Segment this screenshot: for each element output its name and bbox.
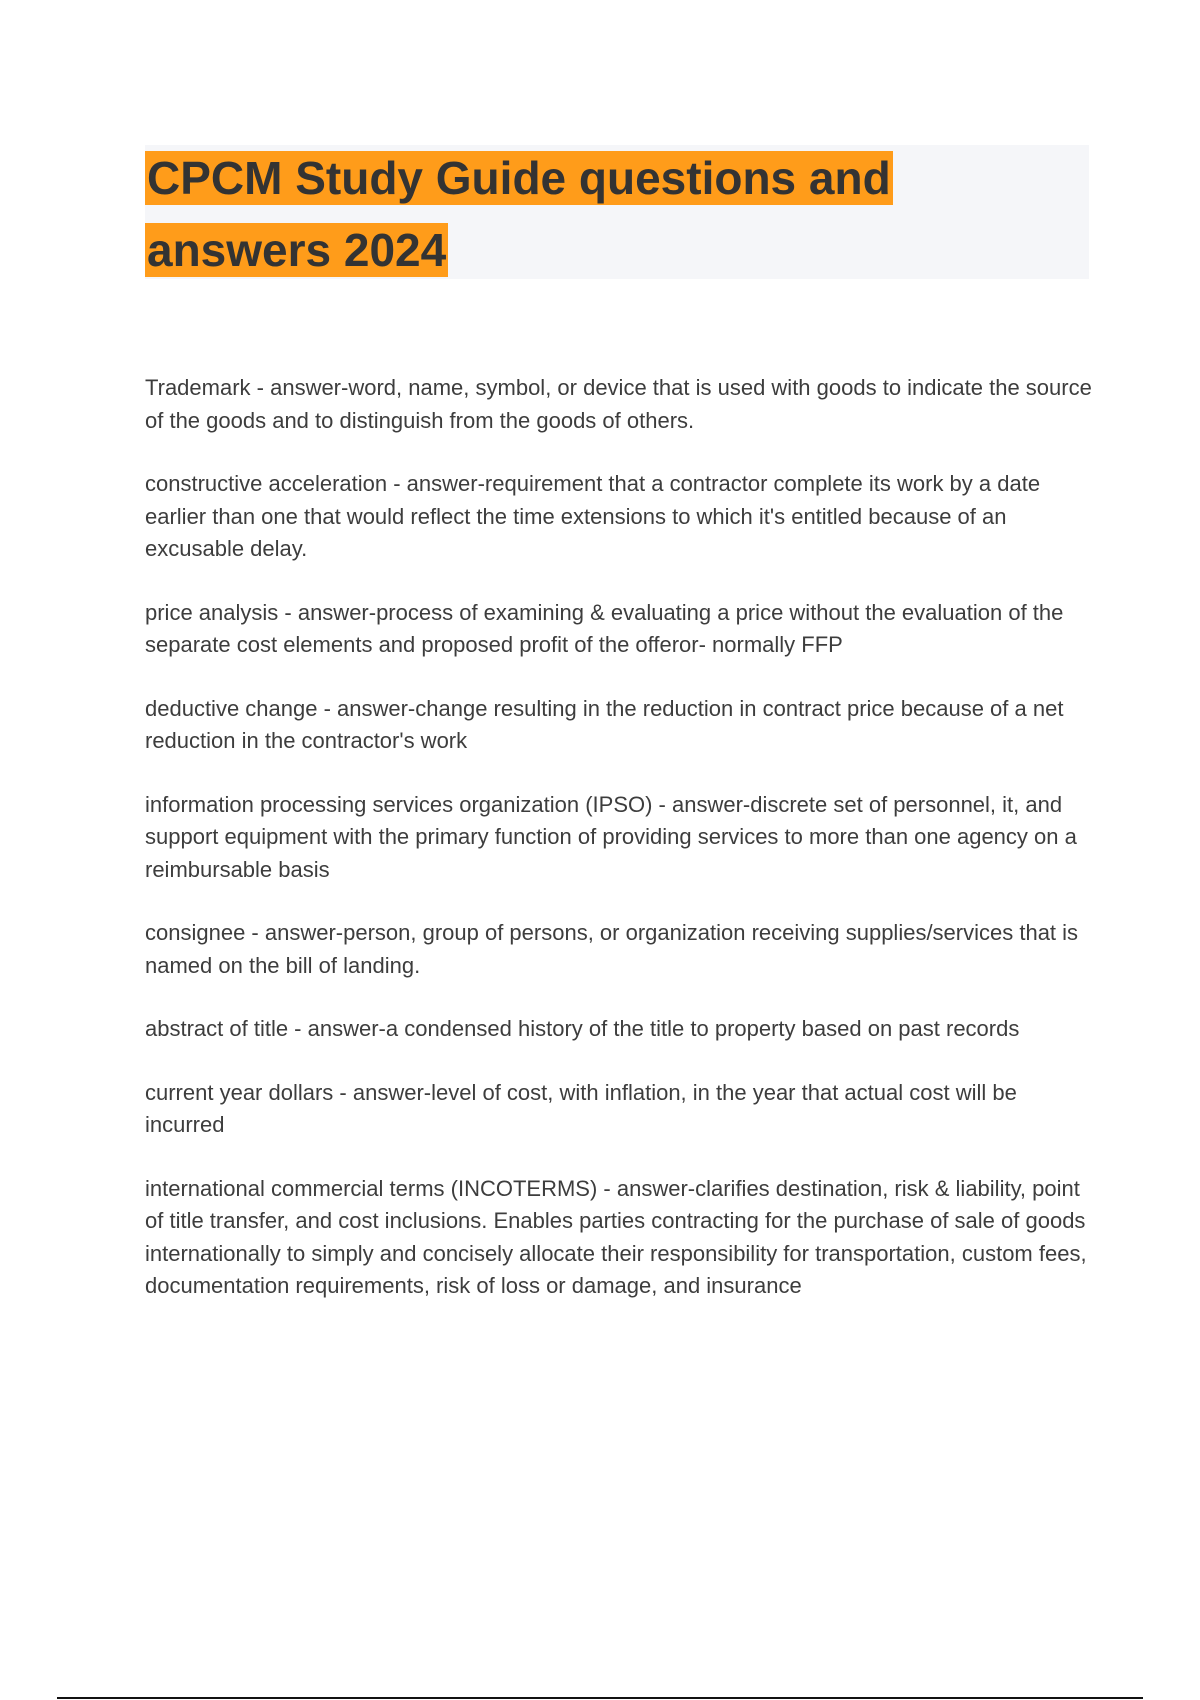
qa-entry-deductive-change: deductive change - answer-change resulting in the reduction in contract price because of a net reduction in the contractor's work xyxy=(145,695,1064,753)
title-line-2: answers 2024 xyxy=(147,224,447,276)
qa-entry-consignee: consignee - answer-person, group of persons, or organization receiving supplies/services that is named on the bill of landing. xyxy=(145,920,1079,978)
qa-list xyxy=(145,372,1095,1334)
qa-entry-price-analysis: price analysis - answer-process of examining & evaluating a price without the evaluation of the separate cost elements and proposed profit of the offeror- normally FFP xyxy=(145,599,1064,657)
qa-entry-incoterms: international commercial terms (INCOTERMS) - answer-clarifies destination, risk & liability, point of title transfer, and cost inclusions. Enables parties contracting for the purchase of sale of goods internationally to simply and concisely allocate their responsibility for transportation, custom fees, documentation requirements, risk of loss or damage, and insurance xyxy=(145,1175,1087,1298)
title-line-1: CPCM Study Guide questions and xyxy=(147,152,891,204)
qa-entry-abstract-of-title: abstract of title - answer-a condensed history of the title to property based on past records xyxy=(145,1016,1020,1041)
qa-entry-ipso: information processing services organization (IPSO) - answer-discrete set of personnel, it, and support equipment with the primary function of providing services to more than one agency on a reimbursable basis xyxy=(145,791,1077,882)
title-block xyxy=(145,145,1089,279)
qa-entry-trademark: Trademark - answer-word, name, symbol, or device that is used with goods to indicate the source of the goods and to distinguish from the goods of others. xyxy=(145,375,1092,433)
qa-entry-constructive-acceleration: constructive acceleration - answer-requirement that a contractor complete its work by a date earlier than one that would reflect the time extensions to which it's entitled because of an excusable delay. xyxy=(145,471,1041,561)
page-title xyxy=(145,145,1089,289)
qa-entry-current-year-dollars: current year dollars - answer-level of cost, with inflation, in the year that actual cost will be incurred xyxy=(145,1079,1017,1137)
footer-rule xyxy=(57,1697,1143,1699)
